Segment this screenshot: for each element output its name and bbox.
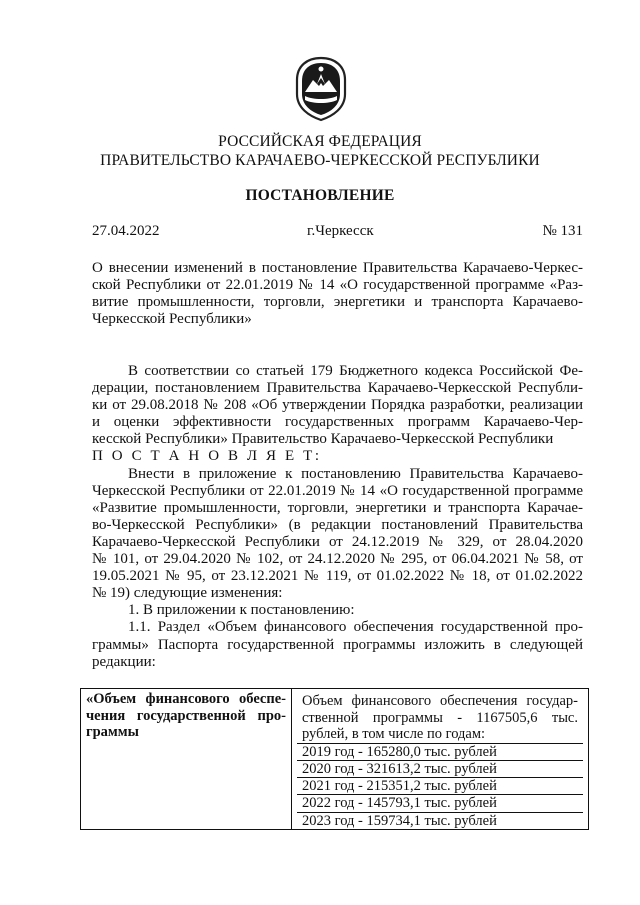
body-line: во-Черкесской Республики» (в редакции постановлений Правительства [92, 516, 583, 533]
financing-table [80, 688, 589, 830]
year-amount-row: 2022 год - 145793,1 тыс. рублей [297, 795, 583, 812]
subject-line: Черкесской Республики» [92, 311, 252, 328]
decree-word: П О С Т А Н О В Л Я Е Т: [92, 448, 322, 465]
item-1-1-line: граммы» Паспорта государственной программы изложить в следующей [92, 636, 583, 653]
preamble-line: ки от 29.08.2018 № 208 «Об утверждении Порядка разработки, реализации [92, 397, 583, 414]
total-line: Объем финансового обеспечения госудаp- [302, 693, 578, 709]
preamble-line: и оценки эффективности государственных программ Карачаево-Чер- [92, 414, 583, 431]
document-number: № 131 [542, 223, 583, 239]
label-line: граммы [86, 724, 139, 740]
year-amount-row: 2023 год - 159734,1 тыс. рублей [302, 812, 497, 829]
preamble-line: В соответствии со статьей 179 Бюджетного кодекса Российской Фе- [128, 363, 583, 379]
document-meta [92, 223, 583, 243]
year-amount-row: 2021 год - 215351,2 тыс. рублей [297, 778, 583, 795]
subject-paragraph [92, 260, 583, 328]
item-1: 1. В приложении к постановлению: [128, 602, 355, 619]
table-row [81, 689, 589, 830]
preamble-line: кесской Республики» Правительство Карачаево-Черкесской Республики [92, 431, 554, 448]
body-line: 19.05.2021 № 95, от 23.12.2021 № 119, от 01.02.2022 № 18, от 01.02.2022 [92, 568, 583, 585]
financing-total [297, 691, 583, 744]
item-1-1-line: редакции: [92, 653, 156, 670]
subject-line: О внесении изменений в постановление Правительства Карачаево-Черкес- [92, 260, 583, 276]
preamble-paragraph [92, 363, 583, 671]
total-line: ственной программы - 1167505,6 тыс. [302, 709, 578, 726]
total-line: рублей, в том числе по годам: [302, 726, 486, 742]
label-line: «Объем финансового обеспе- [86, 691, 286, 707]
body-line: № 19) следующие изменения: [92, 585, 283, 602]
financing-value-cell [292, 689, 589, 830]
item-1-1-line: 1.1. Раздел «Объем финансового обеспечения государственной про- [128, 619, 583, 636]
year-amount-row: 2019 год - 165280,0 тыс. рублей [297, 744, 583, 761]
body-line: № 101, от 29.04.2020 № 102, от 24.12.2020 № 295, от 06.04.2021 № 58, от [92, 551, 583, 568]
document-title: ПОСТАНОВЛЕНИЕ [245, 187, 395, 204]
subject-line: витие промышленности, торговли, энергетики и транспорта Карачаево- [92, 294, 583, 311]
coat-of-arms-icon [293, 56, 349, 122]
government-name: ПРАВИТЕЛЬСТВО КАРАЧАЕВО-ЧЕРКЕССКОЙ РЕСПУБЛИКИ [100, 152, 540, 169]
label-line: чения государственной про- [86, 707, 286, 724]
subject-line: ской Республики от 22.01.2019 № 14 «О государственной программе «Раз- [92, 277, 583, 294]
financing-label-cell [81, 689, 292, 830]
body-line: «Развитие промышленности, торговли, энергетики и транспорта Карачае- [92, 499, 583, 516]
body-line: Внести в приложение к постановлению Правительства Карачаево- [128, 465, 583, 482]
body-line: Карачаево-Черкесской Республики от 24.12.2019 № 329, от 28.04.2020 [92, 533, 583, 550]
document-city: г.Черкесск [307, 223, 374, 239]
year-amount-row: 2020 год - 321613,2 тыс. рублей [297, 761, 583, 778]
document-date: 27.04.2022 [92, 223, 160, 239]
body-line: Черкесской Республики от 22.01.2019 № 14 «О государственной программе [92, 482, 583, 499]
country-name: РОССИЙСКАЯ ФЕДЕРАЦИЯ [218, 133, 422, 150]
preamble-line: дерации, постановлением Правительства Карачаево-Черкесской Республи- [92, 380, 583, 397]
